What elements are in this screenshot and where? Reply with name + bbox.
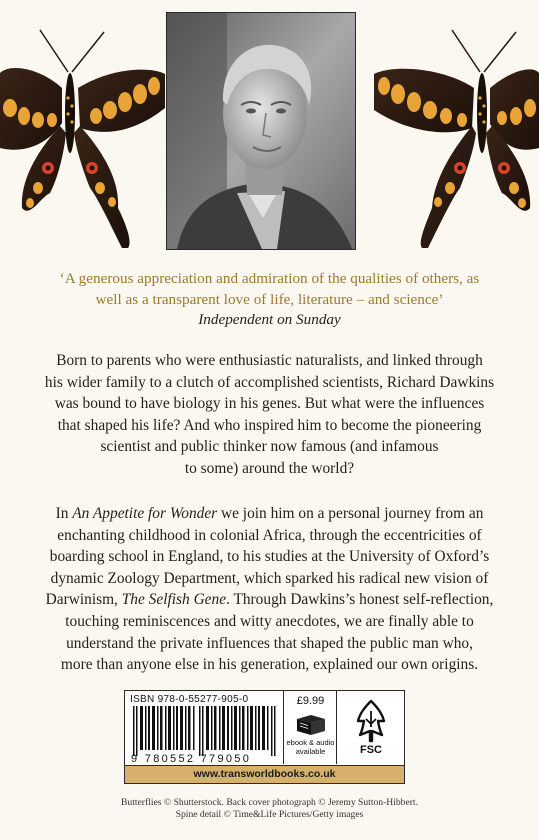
blurb-line: his wider family to a clutch of accomplished scientists, Richard Dawkins bbox=[44, 373, 495, 391]
blurb-line: dynamic Zoology Department, which sparked his radical new vision of bbox=[50, 569, 489, 587]
ebook-label-line: ebook & audio bbox=[286, 738, 335, 747]
url-part: www. bbox=[193, 768, 221, 780]
butterfly-image-left bbox=[0, 28, 165, 248]
url-part: .co.uk bbox=[305, 768, 336, 780]
credits-line: Spine detail © Time&Life Pictures/Getty images bbox=[175, 809, 364, 820]
price: £9.99 bbox=[296, 695, 325, 707]
barcode-digits: 9 780552 779050 bbox=[131, 753, 252, 765]
blurb-line: Born to parents who were enthusiastic naturalists, and linked through bbox=[56, 352, 483, 369]
ebook-label-line: available bbox=[295, 746, 326, 756]
blurb-line bbox=[26, 503, 513, 525]
review-quote-source: Independent on Sunday bbox=[198, 311, 341, 328]
text-span: In bbox=[55, 505, 73, 522]
butterfly-image-right bbox=[374, 28, 539, 248]
price-panel bbox=[283, 691, 337, 764]
ebook-label bbox=[284, 739, 337, 756]
author-portrait-image bbox=[167, 13, 355, 249]
barcode-icon bbox=[129, 706, 279, 756]
author-photo bbox=[166, 12, 356, 250]
blurb-line: that shaped his life? And who inspired him to become the pioneering bbox=[57, 416, 482, 434]
image-credits bbox=[20, 797, 519, 821]
barcode-box bbox=[124, 690, 405, 784]
ebook-audio-icon bbox=[295, 715, 327, 737]
blurb-line bbox=[26, 589, 513, 611]
blurb-line: was bound to have biology in his genes. But what were the influences bbox=[54, 395, 485, 413]
publisher-url[interactable] bbox=[125, 765, 404, 783]
book-title: An Appetite for Wonder bbox=[72, 505, 218, 522]
url-part: transworldbooks bbox=[220, 768, 306, 780]
blurb-line: to some) around the world? bbox=[184, 459, 355, 477]
blurb-line: scientist and public thinker now famous (and infamous bbox=[100, 438, 439, 456]
blurb-line: touching reminiscences and witty anecdotes, we are finally able to bbox=[65, 612, 474, 630]
blurb-line: boarding school in England, to his studies at the University of Oxford’s bbox=[49, 548, 490, 566]
isbn-number: ISBN 978-0-55277-905-0 bbox=[130, 694, 249, 705]
review-quote-line: ‘A generous appreciation and admiration of the qualities of others, as bbox=[59, 270, 480, 287]
fsc-label: FSC bbox=[360, 744, 382, 756]
credits-line: Butterflies © Shutterstock. Back cover photograph © Jeremy Sutton-Hibbert. bbox=[121, 797, 418, 808]
fsc-panel bbox=[336, 691, 405, 764]
review-quote bbox=[20, 268, 519, 310]
review-quote-line: well as a transparent love of life, literature – and science’ bbox=[95, 291, 444, 308]
text-span: we join him on a personal journey from an bbox=[217, 505, 484, 522]
text-span: . Through Dawkins’s honest self-reflection, bbox=[226, 591, 494, 609]
blurb-line: understand the private influences that shaped the public man who, bbox=[66, 634, 473, 652]
blurb-paragraph-1 bbox=[26, 350, 513, 480]
fsc-tree-logo-icon bbox=[354, 697, 388, 743]
blurb-paragraph-2 bbox=[26, 503, 513, 676]
book-title: The Selfish Gene bbox=[121, 591, 227, 609]
blurb-line: more than anyone else in his generation, explained our own origins. bbox=[60, 656, 479, 674]
blurb-line: enchanting childhood in colonial Africa, through the eccentricities of bbox=[57, 526, 482, 544]
text-span: Darwinism, bbox=[45, 591, 122, 609]
